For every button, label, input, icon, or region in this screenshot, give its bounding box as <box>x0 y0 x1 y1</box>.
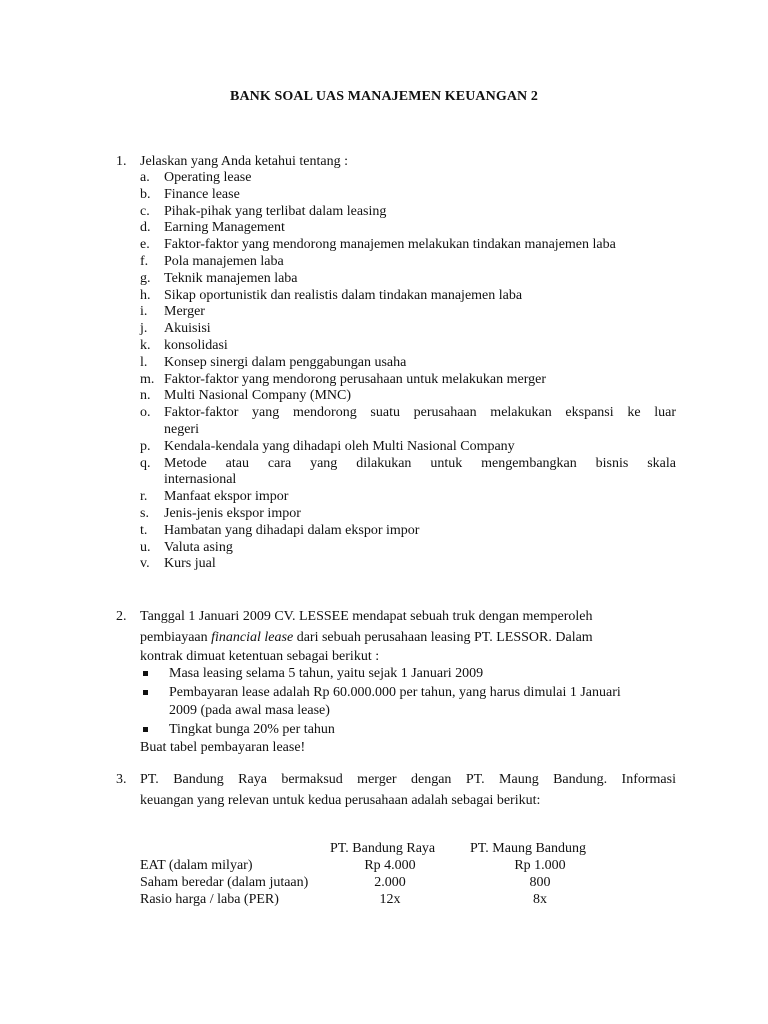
sub-item-text: Sikap oportunistik dan realistis dalam tindakan manajemen laba <box>164 287 523 303</box>
sub-item-letter: n. <box>140 388 151 404</box>
sub-item <box>140 271 676 288</box>
sub-item <box>140 456 676 490</box>
question-closing: Buat tabel pembayaran lease! <box>140 740 306 755</box>
question-number: 3. <box>116 772 127 787</box>
italic-term: financial lease <box>211 629 294 645</box>
sub-item-text-continued: internasional <box>164 472 237 488</box>
column-header: PT. Maung Bandung <box>470 841 587 856</box>
sub-item-text: Kendala-kendala yang dihadapi oleh Multi Nasional Company <box>164 438 515 454</box>
sub-item-text: Kurs jual <box>164 556 216 572</box>
sub-item <box>140 288 676 305</box>
question-text-line: kontrak dimuat ketentuan sebagai berikut : <box>140 649 380 664</box>
sub-item-text: Pihak-pihak yang terlibat dalam leasing <box>164 203 387 219</box>
sub-item-letter: c. <box>140 203 150 219</box>
sub-item-text: Multi Nasional Company (MNC) <box>164 388 352 404</box>
sub-item-letter: q. <box>140 455 151 471</box>
sub-item-letter: r. <box>140 489 148 505</box>
column-header: PT. Bandung Raya <box>330 841 436 856</box>
sub-item <box>140 388 676 405</box>
sub-item-text-continued: negeri <box>164 421 199 437</box>
sub-item-letter: e. <box>140 237 150 253</box>
sub-item <box>140 254 676 271</box>
sub-item-letter: h. <box>140 287 151 303</box>
sub-item-text: Teknik manajemen laba <box>164 270 298 286</box>
sub-item <box>140 237 676 254</box>
sub-item <box>140 506 676 523</box>
sub-item-letter: a. <box>140 170 150 185</box>
question-number: 1. <box>116 154 127 169</box>
question-2 <box>116 607 676 756</box>
sub-item <box>140 489 676 506</box>
sub-item-letter: i. <box>140 304 148 320</box>
table-row <box>140 874 680 891</box>
sub-item <box>140 556 676 573</box>
square-bullet-icon <box>143 671 148 676</box>
sub-item-letter: b. <box>140 186 151 202</box>
question-number: 2. <box>116 609 127 624</box>
sub-item-letter: v. <box>140 556 150 572</box>
sub-item <box>140 372 676 389</box>
sub-item-letter: t. <box>140 522 148 538</box>
sub-item <box>140 540 676 557</box>
sub-item-text: konsolidasi <box>164 337 228 353</box>
table-row <box>140 891 680 908</box>
table-row <box>140 857 680 874</box>
financial-table <box>140 840 680 908</box>
sub-item <box>140 338 676 355</box>
sub-item-letter: j. <box>140 321 148 337</box>
sub-item-letter: g. <box>140 270 151 286</box>
sub-item-letter: m. <box>140 371 155 387</box>
question-text-line: Tanggal 1 Januari 2009 CV. LESSEE mendapat sebuah truk dengan memperoleh <box>140 609 593 624</box>
sub-item-text: Manfaat ekspor impor <box>164 489 289 505</box>
row-label: Saham beredar (dalam jutaan) <box>140 875 309 890</box>
row-label: Rasio harga / laba (PER) <box>140 892 279 907</box>
sub-item <box>140 187 676 204</box>
document-title: BANK SOAL UAS MANAJEMEN KEUANGAN 2 <box>230 89 538 104</box>
square-bullet-icon <box>143 690 148 695</box>
sub-item-list <box>140 170 676 573</box>
cell-value: 2.000 <box>374 875 406 890</box>
bullet-item: Tingkat bunga 20% per tahun <box>140 721 676 740</box>
question-3 <box>116 770 676 811</box>
sub-item-letter: d. <box>140 220 151 236</box>
sub-item-text: Earning Management <box>164 220 285 236</box>
bullet-item: Pembayaran lease adalah Rp 60.000.000 per tahun, yang harus dimulai 1 Januari 2009 (pada awal masa lease) <box>140 684 676 721</box>
sub-item-text: Faktor-faktor yang mendorong suatu perusahaan melakukan ekspansi ke luar <box>164 405 676 421</box>
sub-item <box>140 204 676 221</box>
question-intro: Jelaskan yang Anda ketahui tentang : <box>140 154 348 169</box>
sub-item <box>140 304 676 321</box>
sub-item-text: Hambatan yang dihadapi dalam ekspor impor <box>164 522 420 538</box>
sub-item-letter: l. <box>140 354 148 370</box>
cell-value: 8x <box>533 892 547 907</box>
cell-value: 800 <box>529 875 551 890</box>
sub-item <box>140 523 676 540</box>
sub-item <box>140 321 676 338</box>
sub-item-letter: o. <box>140 405 151 421</box>
sub-item-text: Akuisisi <box>164 321 211 337</box>
cell-value: Rp 4.000 <box>364 858 416 873</box>
sub-item <box>140 439 676 456</box>
question-1 <box>116 153 676 573</box>
sub-item-text: Valuta asing <box>164 539 233 555</box>
sub-item-text: Konsep sinergi dalam penggabungan usaha <box>164 354 407 370</box>
question-text-line: pembiayaan financial lease dari sebuah perusahaan leasing PT. LESSOR. Dalam <box>140 629 593 645</box>
cell-value: Rp 1.000 <box>514 858 566 873</box>
row-label: EAT (dalam milyar) <box>140 858 253 873</box>
question-text-line: keuangan yang relevan untuk kedua perusahaan adalah sebagai berikut: <box>140 792 541 808</box>
sub-item-text: Merger <box>164 304 205 320</box>
sub-item-text: Faktor-faktor yang mendorong manajemen melakukan tindakan manajemen laba <box>164 237 616 253</box>
sub-item-letter: p. <box>140 438 151 454</box>
bullet-item: Masa leasing selama 5 tahun, yaitu sejak 1 Januari 2009 <box>140 665 676 684</box>
sub-item <box>140 405 676 439</box>
table-header-row <box>140 840 680 857</box>
sub-item-text: Faktor-faktor yang mendorong perusahaan untuk melakukan merger <box>164 371 547 387</box>
sub-item <box>140 355 676 372</box>
sub-item-text: Jenis-jenis ekspor impor <box>164 505 301 521</box>
cell-value: 12x <box>379 892 401 907</box>
sub-item-text: Finance lease <box>164 186 240 202</box>
square-bullet-icon <box>143 727 148 732</box>
sub-item-letter: k. <box>140 337 151 353</box>
sub-item-text: Pola manajemen laba <box>164 253 284 269</box>
sub-item-letter: u. <box>140 539 151 555</box>
sub-item <box>140 220 676 237</box>
sub-item-letter: f. <box>140 253 149 269</box>
question-text-line: PT. Bandung Raya bermaksud merger dengan PT. Maung Bandung. Informasi <box>140 772 676 787</box>
sub-item-letter: s. <box>140 505 149 521</box>
sub-item <box>140 170 676 187</box>
sub-item-text: Operating lease <box>164 170 252 185</box>
sub-item-text: Metode atau cara yang dilakukan untuk mengembangkan bisnis skala <box>164 455 676 471</box>
